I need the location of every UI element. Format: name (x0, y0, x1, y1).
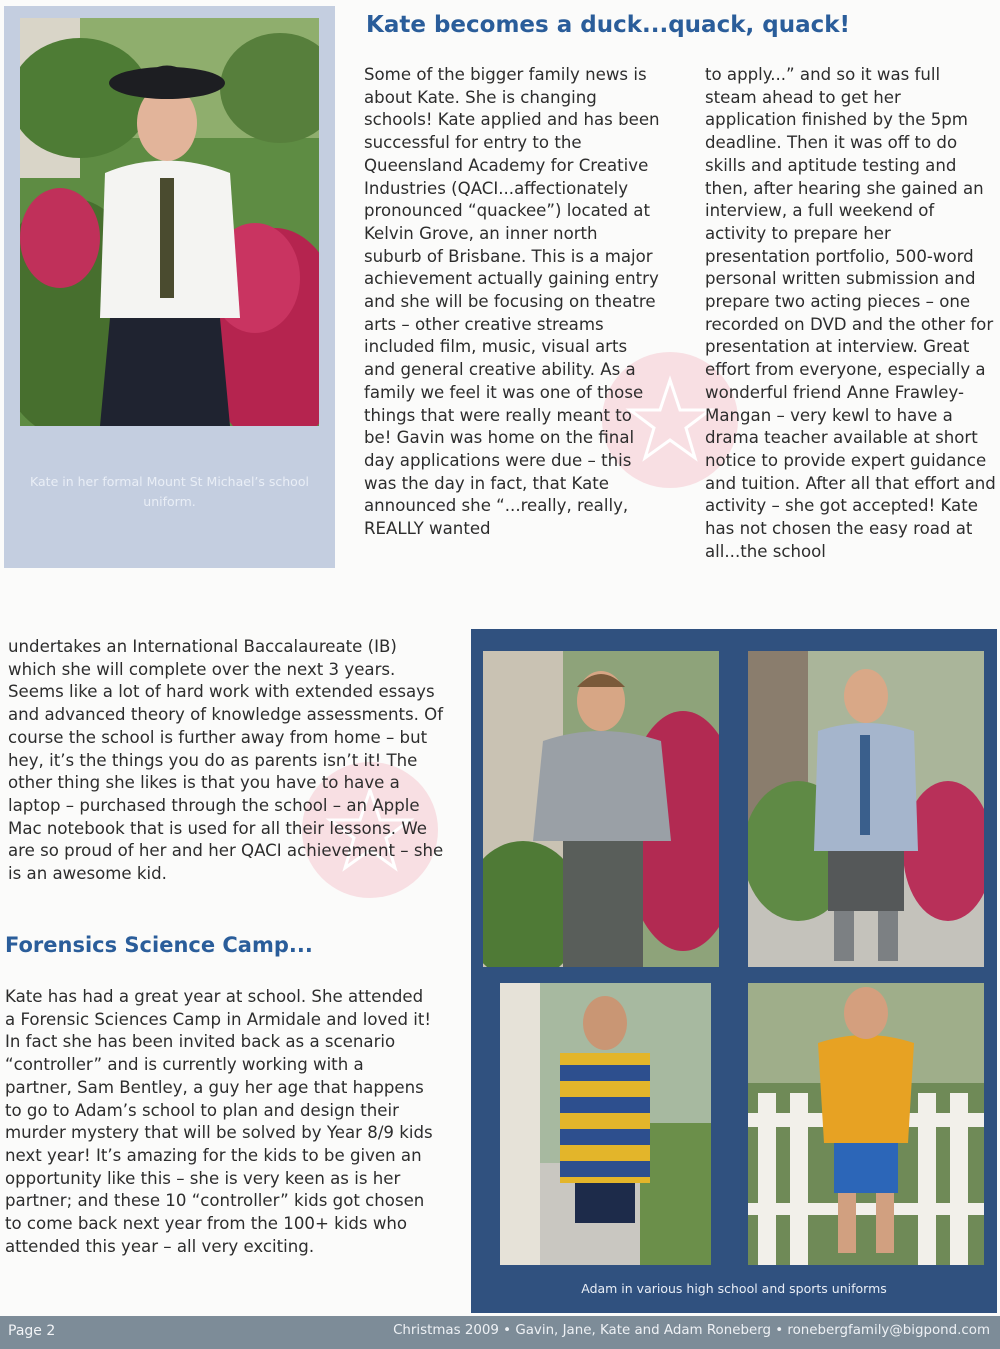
article-title-kate: Kate becomes a duck...quack, quack! (366, 12, 851, 38)
adam-photos-caption: Adam in various high school and sports uniforms (581, 1281, 887, 1296)
kate-photo-caption: Kate in her formal Mount St Michael’s school uniform. (30, 474, 309, 509)
adam-photo-school-shirt (483, 651, 719, 967)
kate-photo (20, 18, 319, 426)
article-kate-column-3: undertakes an International Baccalaureate (IB) which she will complete over the next 3 years. Seems like a lot of hard work with extended essays and advanced theory of knowledge assessments. Of course the school is further away from home – but hey, it’s the things you do as parents isn’t it! The other thing she likes is that you have to have a laptop – purchased through the school – an Apple Mac notebook that is used for all their lessons. We are so proud of her and her QACI achievement – she is an awesome kid. (8, 637, 444, 884)
footer-credit: Christmas 2009 • Gavin, Jane, Kate and Adam Roneberg • ronebergfamily@bigpond.com (393, 1323, 990, 1338)
article-title-forensics: Forensics Science Camp... (5, 933, 313, 957)
article-forensics-body: Kate has had a great year at school. She attended a Forensic Sciences Camp in Armidale and loved it! In fact she has been invited back as a scenario “controller” and is currently working with a partner, Sam Bentley, a guy her age that happens to go to Adam’s school to plan and design their murder mystery that will be solved by Year 8/9 kids next year! It’s amazing for the kids to be given an opportunity like this – she is very keen as is her partner; and these 10 “controller” kids got chosen to come back next year from the 100+ kids who attended this year – all very exciting. (5, 987, 433, 1256)
adam-photo-sports-uniform (748, 983, 984, 1265)
adam-photo-formal-shirt (748, 651, 984, 967)
page-number: Page 2 (8, 1323, 56, 1339)
article-kate-column-1: Some of the bigger family news is about Kate. She is changing schools! Kate applied and has been successful for entry to the Queensland Academy for Creative Industries (QACI...affectionately pronounced “quackee”) located at Kelvin Grove, an inner north suburb of Brisbane. This is a major achievement actually gaining entry and she will be focusing on theatre arts – other creative streams included film, music, visual arts and general creative ability. As a family we feel it was one of those things that were really meant to be! Gavin was home on the final day applications were due – this was the day in fact, that Kate announced she “...really, really, REALLY wanted (364, 65, 660, 539)
footer-bar (0, 1316, 1000, 1349)
adam-photo-panel (471, 629, 997, 1313)
article-kate-column-2: to apply...” and so it was full steam ahead to get her application finished by the 5pm deadline. Then it was off to do skills and aptitude testing and then, after hearing she gained an interview, a full weekend of activity to prepare her presentation portfolio, 500-word personal written submission and prepare two acting pieces – one recorded on DVD and the other for presentation at interview. Great effort from everyone, especially a wonderful friend Anne Frawley-Mangan – very kewl to have a drama teacher available at short notice to provide expert guidance and tuition. After all that effort and activity – she got accepted! Kate has not chosen the easy road at all...the school (705, 65, 996, 561)
kate-photo-panel (4, 6, 335, 568)
adam-photo-striped-jersey (500, 983, 711, 1265)
